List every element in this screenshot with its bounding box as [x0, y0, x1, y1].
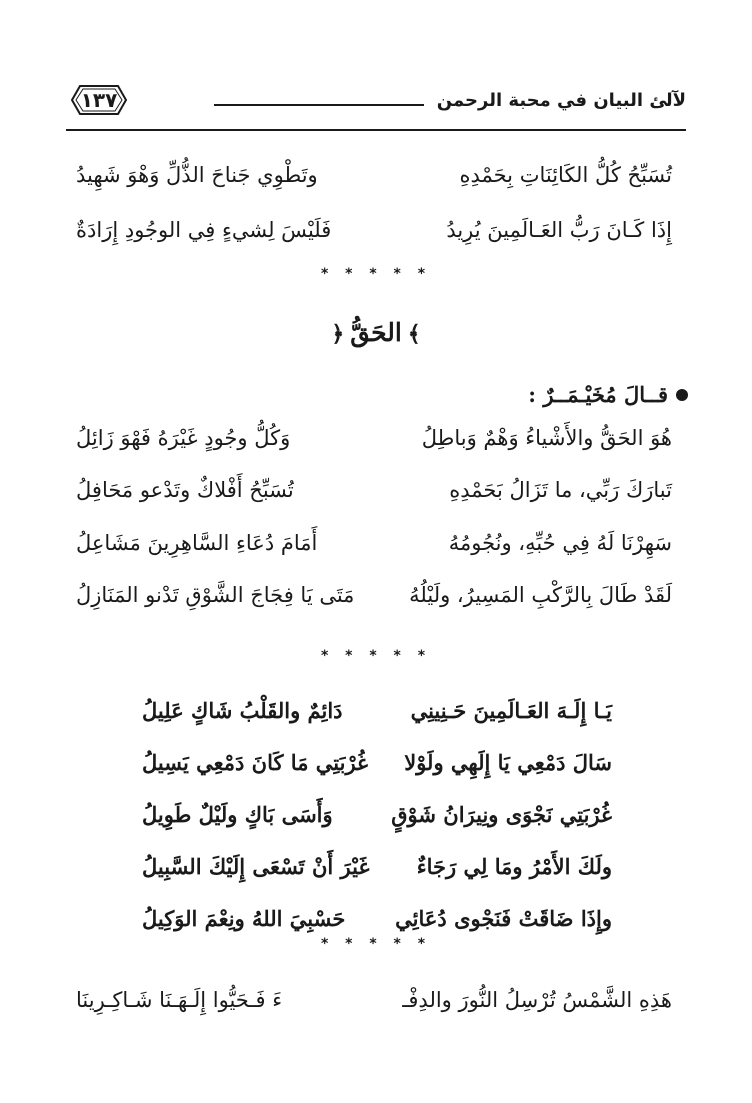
verse-line — [142, 846, 612, 886]
verse-line — [76, 155, 672, 195]
verse-line — [76, 418, 672, 458]
header-rule — [66, 129, 686, 131]
hemistich-right: لَقَدْ طَالَ بِالرَّكْبِ المَسِيرُ، ولَيْلُهُ — [409, 583, 672, 607]
verse-line — [142, 898, 612, 938]
hemistich-left: غَيْرَ أَنْ تَسْعَى إِلَيْكَ السَّبِيلُ — [142, 853, 370, 879]
hemistich-right: يَـا إِلَـهَ العَـالَمِينَ حَـنِينِي — [410, 697, 612, 723]
hemistich-left: أَمَامَ دُعَاءِ السَّاهِرِينَ مَشَاعِلُ — [76, 531, 318, 555]
bullet-icon — [676, 389, 688, 401]
verse-line — [142, 742, 612, 782]
attribution-text: قــالَ مُخَيْـمَــرٌ : — [528, 382, 668, 407]
verse-line — [142, 794, 612, 834]
hemistich-left: وتَطْوِي جَناحَ الذُّلِّ وَهْوَ شَهِيدُ — [76, 163, 318, 187]
section-title — [0, 318, 752, 347]
header-line — [214, 104, 424, 106]
verse-line — [76, 980, 672, 1020]
separator-stars: * * * * * — [320, 266, 432, 282]
hemistich-right: تَبارَكَ رَبِّي، ما تَزَالُ بَحَمْدِهِ — [449, 478, 672, 502]
ornament-bracket-icon: ﴾ — [407, 321, 421, 347]
separator-stars: * * * * * — [320, 936, 432, 952]
verse-line — [142, 690, 612, 730]
hemistich-right: إِذَا كَـانَ رَبُّ العَـالَمِينَ يُرِيدُ — [446, 218, 672, 242]
page-header — [66, 78, 686, 128]
hemistich-right: ولَكَ الأَمْرُ ومَا لِي رَجَاءٌ — [416, 853, 612, 879]
verse-line — [76, 575, 672, 615]
page-number-frame — [70, 84, 128, 116]
hemistich-right: تُسَبِّحُ كُلُّ الكَائِنَاتِ بِحَمْدِهِ — [459, 163, 672, 187]
running-title: لآلئ البيان في محبة الرحمن — [436, 90, 686, 111]
hemistich-left: دَائِمٌ والقَلْبُ شَاكٍ عَلِيلُ — [142, 697, 343, 723]
verse-line — [76, 470, 672, 510]
hemistich-left: حَسْبِيَ اللهُ ونِعْمَ الوَكِيلُ — [142, 905, 346, 931]
verse-line — [76, 210, 672, 250]
hemistich-right: سَالَ دَمْعِي يَا إِلَهِي ولَوْلا — [404, 749, 612, 775]
ornament-bracket-icon: ﴿ — [331, 321, 345, 347]
hemistich-left: مَتَى يَا فِجَاجَ الشَّوْقِ تَدْنو المَنَازِلُ — [76, 583, 355, 607]
hemistich-left: وَكُلُّ وجُودٍ غَيْرَهُ فَهْوَ زَائِلُ — [76, 426, 291, 450]
hemistich-left: وَأَسَى بَاكٍ ولَيْلٌ طَوِيلُ — [142, 801, 333, 827]
verse-line — [76, 523, 672, 563]
hemistich-left: ءَ فَـحَيُّوا إِلَـهَـنَا شَـاكِـرِينَا — [76, 988, 283, 1012]
page-number: ١٣٧ — [80, 88, 118, 112]
hemistich-right: سَهِرْنَا لَهُ فِي حُبِّهِ، ونُجُومُهُ — [448, 531, 672, 555]
hemistich-right: هَذِهِ الشَّمْسُ تُرْسِلُ النُّورَ والدِفْـ — [402, 988, 672, 1012]
separator-stars: * * * * * — [320, 648, 432, 664]
hemistich-left: فَلَيْسَ لِشيءٍ فِي الوجُودِ إِرَادَةٌ — [76, 218, 332, 242]
section-title-text: الحَقُّ — [350, 318, 402, 347]
attribution — [528, 382, 688, 407]
hemistich-left: تُسَبِّحُ أَفْلاكٌ وتَدْعو مَحَافِلُ — [76, 478, 294, 502]
hemistich-right: هُوَ الحَقُّ والأَشْياءُ وَهْمٌ وَباطِلُ — [421, 426, 672, 450]
hemistich-right: غُرْبَتِي نَجْوَى ونِيرَانُ شَوْقٍ — [391, 801, 612, 827]
hemistich-right: وإِذَا ضَاقَتْ فَنَجْوى دُعَائِي — [395, 905, 612, 931]
hemistich-left: غُرْبَتِي مَا كَانَ دَمْعِي يَسِيلُ — [142, 749, 369, 775]
